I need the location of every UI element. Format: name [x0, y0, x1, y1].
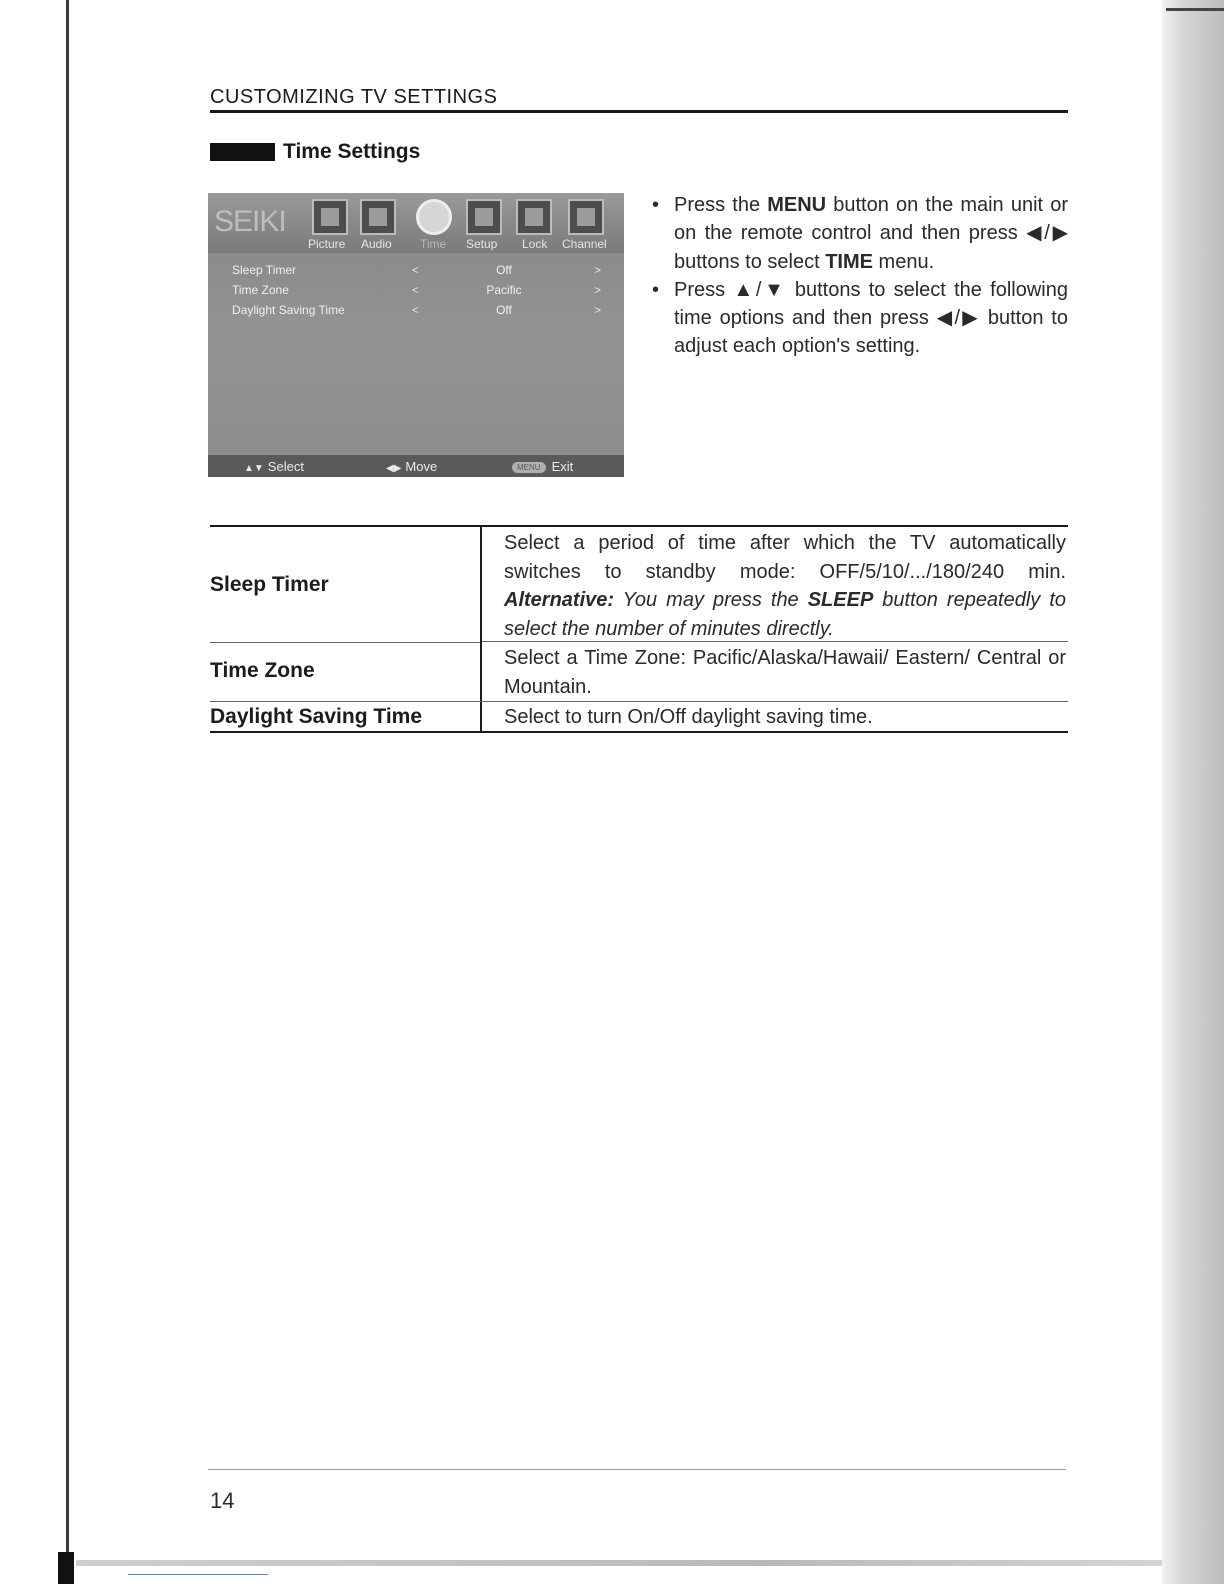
footer-rule [208, 1469, 1066, 1470]
alternative-note [504, 589, 1066, 640]
table-row-rule [210, 642, 480, 643]
osd-tab-time: Time [420, 237, 447, 251]
picture-icon [312, 199, 348, 235]
osd-row-value: Off [496, 263, 512, 277]
alternative-label: Alternative: [504, 589, 615, 611]
osd-row-label: Time Zone [232, 283, 289, 297]
term-sleep-timer: Sleep Timer [210, 573, 329, 596]
bullet-dot: • [652, 194, 660, 216]
table-bottom-rule [210, 731, 1068, 733]
osd-tab-setup: Setup [466, 237, 498, 251]
osd-right-arrow: > [594, 303, 602, 317]
osd-tab-picture: Picture [308, 237, 346, 251]
term-daylight-saving-time: Daylight Saving Time [210, 705, 422, 728]
alternative-text: button repeatedly to select the number of minutes directly. [504, 589, 1066, 640]
instruction-text: button to adjust each option's setting. [674, 307, 1068, 358]
page-shadow-right [1162, 0, 1224, 1584]
page-number: 14 [210, 1488, 235, 1513]
up-down-icon: ▲▼ [244, 463, 264, 474]
sleep-key-text: SLEEP [807, 589, 874, 611]
instruction-bullet [652, 191, 1068, 276]
osd-tab-audio: Audio [361, 237, 392, 251]
desc-sleep-timer [504, 529, 1066, 643]
osd-footer-exit [512, 459, 573, 474]
tv-menu-screenshot [208, 193, 624, 477]
channel-icon [568, 199, 604, 235]
osd-footer-exit-label: Exit [551, 459, 574, 474]
osd-right-arrow: > [594, 263, 602, 277]
osd-row-label: Sleep Timer [232, 263, 297, 277]
section-heading [210, 140, 420, 164]
audio-icon [360, 199, 396, 235]
up-down-arrows-icon: ▲/▼ [733, 278, 787, 301]
time-icon [416, 199, 452, 235]
osd-tab-channel: Channel [562, 237, 607, 251]
osd-footer-select-label: Select [267, 459, 304, 474]
osd-footer-bar [208, 455, 624, 477]
lock-icon [516, 199, 552, 235]
section-title: Time Settings [283, 140, 421, 163]
instruction-text: buttons to select the following time options and then press [674, 278, 1068, 330]
instruction-text: button on the main unit or on the remote control and then press [674, 194, 1068, 245]
bullet-dot: • [652, 278, 660, 301]
scan-mark-top [1166, 8, 1224, 11]
instruction-text: menu. [872, 250, 935, 273]
osd-footer-move [386, 459, 437, 474]
osd-row-value: Pacific [486, 283, 522, 297]
instruction-text: buttons to select [674, 250, 826, 273]
scan-edge-bottom [76, 1560, 1224, 1566]
term-time-zone: Time Zone [210, 659, 315, 682]
table-row-rule [482, 641, 1068, 642]
left-right-arrows-icon: ◀/▶ [936, 307, 980, 330]
osd-tab-lock: Lock [522, 237, 548, 251]
osd-left-arrow: < [412, 263, 420, 277]
osd-footer-move-label: Move [405, 459, 438, 474]
desc-daylight-saving-time: Select to turn On/Off daylight saving time. [504, 706, 873, 728]
osd-right-arrow: > [594, 283, 602, 297]
header-rule [210, 110, 1068, 113]
instructions [652, 191, 1068, 361]
page-header: CUSTOMIZING TV SETTINGS [210, 86, 498, 108]
binding-edge [66, 0, 69, 1584]
osd-left-arrow: < [412, 283, 420, 297]
instruction-text: Press [674, 278, 734, 301]
left-right-icon: ◀▶ [386, 463, 402, 474]
table-top-rule [210, 525, 1068, 527]
setup-icon [466, 199, 502, 235]
section-marker [210, 143, 275, 161]
menu-key-text: MENU [767, 194, 827, 216]
osd-row-value: Off [496, 303, 512, 317]
desc-text: Select a period of time after which the TV automatically switches to standby mode: OFF/5/10/.../180/240 min. [504, 532, 1066, 583]
time-key-text: TIME [825, 250, 873, 273]
instruction-bullet [652, 276, 1068, 361]
osd-brand-logo: SEIKI [214, 205, 286, 238]
scan-artifact-line [128, 1574, 268, 1575]
scan-mark [58, 1552, 74, 1584]
instruction-text: Press the [674, 194, 768, 216]
left-right-arrows-icon: ◀/▶ [1026, 222, 1068, 245]
osd-row-label: Daylight Saving Time [232, 303, 345, 317]
osd-left-arrow: < [412, 303, 420, 317]
table-row-rule [210, 701, 1068, 702]
desc-time-zone: Select a Time Zone: Pacific/Alaska/Hawaii/ Eastern/ Central or Mountain. [504, 647, 1066, 698]
menu-key-icon: MENU [512, 462, 546, 473]
alternative-text: You may press the [614, 589, 808, 611]
osd-footer-select [244, 459, 304, 474]
